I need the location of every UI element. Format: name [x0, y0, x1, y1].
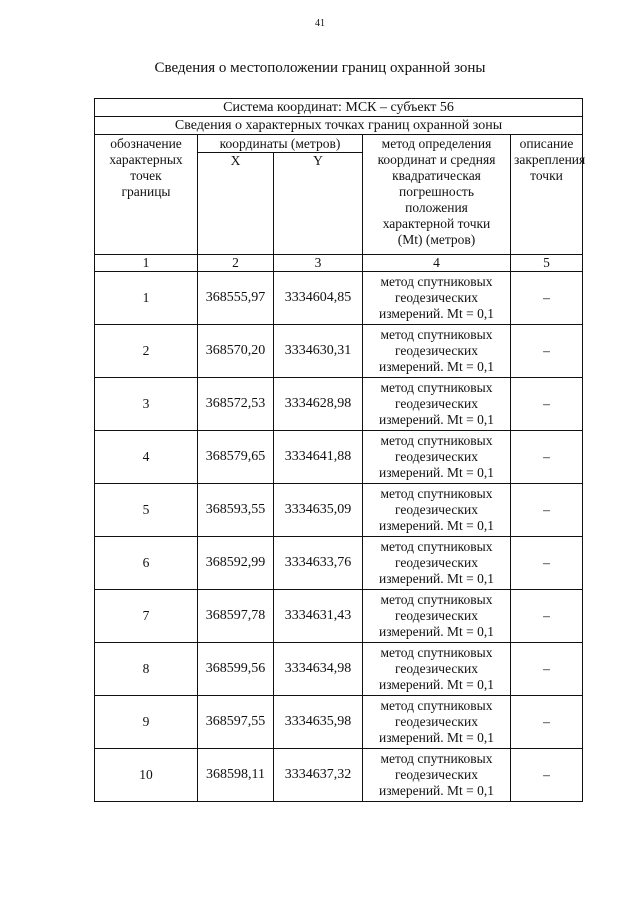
method-line: геодезических: [395, 396, 478, 411]
table-subtitle-row: [95, 117, 583, 135]
description-cell: –: [511, 378, 583, 431]
method-line: геодезических: [395, 555, 478, 570]
x-coordinate-cell: 368597,78: [198, 590, 274, 643]
column-number: 5: [511, 255, 583, 272]
header-method-line: метод определения: [381, 136, 492, 151]
header-method: [363, 135, 511, 255]
x-coordinate-cell: 368597,55: [198, 696, 274, 749]
description-cell: –: [511, 431, 583, 484]
header-point-designation-line: точек: [130, 168, 162, 183]
method-line: измерений. Mt = 0,1: [378, 624, 495, 639]
method-line: геодезических: [395, 343, 478, 358]
header-description-line: закрепления: [514, 152, 586, 167]
page-number: 41: [315, 18, 325, 29]
table-row: [95, 696, 583, 749]
table-row: [95, 484, 583, 537]
y-coordinate-cell: 3334635,09: [274, 484, 363, 537]
table-row: [95, 590, 583, 643]
table-row: [95, 272, 583, 325]
table-row: [95, 643, 583, 696]
header-point-designation-line: характерных: [109, 152, 183, 167]
method-line: метод спутниковых: [380, 274, 493, 289]
method-line: геодезических: [395, 608, 478, 623]
document-title: Сведения о местоположении границ охранной зоны: [154, 60, 486, 76]
x-coordinate-cell: 368570,20: [198, 325, 274, 378]
description-cell: –: [511, 537, 583, 590]
method-line: измерений. Mt = 0,1: [378, 306, 495, 321]
column-number: 1: [95, 255, 198, 272]
description-cell: –: [511, 749, 583, 802]
x-coordinate-cell: 368579,65: [198, 431, 274, 484]
method-line: геодезических: [395, 767, 478, 782]
column-numbers-row: [95, 255, 583, 272]
description-cell: –: [511, 590, 583, 643]
method-cell: [363, 590, 511, 643]
header-method-line: характерной точки: [382, 216, 491, 231]
method-cell: [363, 325, 511, 378]
description-cell: –: [511, 325, 583, 378]
x-coordinate-cell: 368598,11: [198, 749, 274, 802]
method-line: измерений. Mt = 0,1: [378, 412, 495, 427]
method-cell: [363, 749, 511, 802]
description-cell: –: [511, 643, 583, 696]
coordinate-system: Система координат: МСК – субъект 56: [95, 99, 583, 117]
method-line: геодезических: [395, 449, 478, 464]
method-line: измерений. Mt = 0,1: [378, 677, 495, 692]
method-line: метод спутниковых: [380, 486, 493, 501]
method-line: геодезических: [395, 661, 478, 676]
header-method-line: координат и средняя: [377, 152, 496, 167]
point-number-cell: 5: [95, 484, 198, 537]
x-coordinate-cell: 368599,56: [198, 643, 274, 696]
header-description-line: точки: [530, 168, 563, 183]
coordinate-system-row: [95, 99, 583, 117]
method-line: измерений. Mt = 0,1: [378, 465, 495, 480]
method-line: геодезических: [395, 502, 478, 517]
table-row: [95, 325, 583, 378]
y-coordinate-cell: 3334628,98: [274, 378, 363, 431]
table-row: [95, 431, 583, 484]
header-coordinates: координаты (метров): [198, 135, 363, 153]
column-number: 2: [198, 255, 274, 272]
y-coordinate-cell: 3334630,31: [274, 325, 363, 378]
description-cell: –: [511, 272, 583, 325]
description-cell: –: [511, 696, 583, 749]
column-number: 3: [274, 255, 363, 272]
point-number-cell: 8: [95, 643, 198, 696]
header-description-line: описание: [519, 136, 574, 151]
y-coordinate-cell: 3334634,98: [274, 643, 363, 696]
point-number-cell: 1: [95, 272, 198, 325]
method-cell: [363, 378, 511, 431]
header-method-line: квадратическая: [392, 168, 481, 183]
method-cell: [363, 484, 511, 537]
table-row: [95, 749, 583, 802]
header-method-line: положения: [405, 200, 468, 215]
method-cell: [363, 431, 511, 484]
method-line: геодезических: [395, 714, 478, 729]
header-method-line: погрешность: [398, 184, 474, 199]
method-line: метод спутниковых: [380, 751, 493, 766]
y-coordinate-cell: 3334637,32: [274, 749, 363, 802]
method-line: метод спутниковых: [380, 327, 493, 342]
y-coordinate-cell: 3334633,76: [274, 537, 363, 590]
point-number-cell: 10: [95, 749, 198, 802]
x-coordinate-cell: 368555,97: [198, 272, 274, 325]
x-coordinate-cell: 368572,53: [198, 378, 274, 431]
header-x: X: [198, 153, 274, 255]
method-line: метод спутниковых: [380, 698, 493, 713]
method-line: измерений. Mt = 0,1: [378, 730, 495, 745]
method-cell: [363, 272, 511, 325]
method-line: измерений. Mt = 0,1: [378, 359, 495, 374]
method-line: метод спутниковых: [380, 645, 493, 660]
header-point-designation: [95, 135, 198, 255]
y-coordinate-cell: 3334635,98: [274, 696, 363, 749]
method-cell: [363, 643, 511, 696]
table-row: [95, 378, 583, 431]
y-coordinate-cell: 3334631,43: [274, 590, 363, 643]
point-number-cell: 6: [95, 537, 198, 590]
y-coordinate-cell: 3334641,88: [274, 431, 363, 484]
header-point-designation-line: границы: [121, 184, 171, 199]
x-coordinate-cell: 368592,99: [198, 537, 274, 590]
method-line: метод спутниковых: [380, 380, 493, 395]
point-number-cell: 7: [95, 590, 198, 643]
method-line: геодезических: [395, 290, 478, 305]
method-line: метод спутниковых: [380, 433, 493, 448]
header-method-line: (Mt) (метров): [397, 232, 476, 247]
method-line: измерений. Mt = 0,1: [378, 571, 495, 586]
point-number-cell: 9: [95, 696, 198, 749]
table-row: [95, 537, 583, 590]
method-line: измерений. Mt = 0,1: [378, 783, 495, 798]
header-y: Y: [274, 153, 363, 255]
method-line: измерений. Mt = 0,1: [378, 518, 495, 533]
method-cell: [363, 696, 511, 749]
table-subtitle: Сведения о характерных точках границ охранной зоны: [95, 117, 583, 135]
description-cell: –: [511, 484, 583, 537]
header-point-designation-line: обозначение: [110, 136, 182, 151]
header-description: [511, 135, 586, 255]
column-number: 4: [363, 255, 511, 272]
point-number-cell: 2: [95, 325, 198, 378]
point-number-cell: 3: [95, 378, 198, 431]
x-coordinate-cell: 368593,55: [198, 484, 274, 537]
header-row: [95, 135, 583, 153]
method-line: метод спутниковых: [380, 539, 493, 554]
method-cell: [363, 537, 511, 590]
y-coordinate-cell: 3334604,85: [274, 272, 363, 325]
table-body: [95, 99, 586, 802]
method-line: метод спутниковых: [380, 592, 493, 607]
boundary-points-table: [94, 98, 586, 802]
point-number-cell: 4: [95, 431, 198, 484]
